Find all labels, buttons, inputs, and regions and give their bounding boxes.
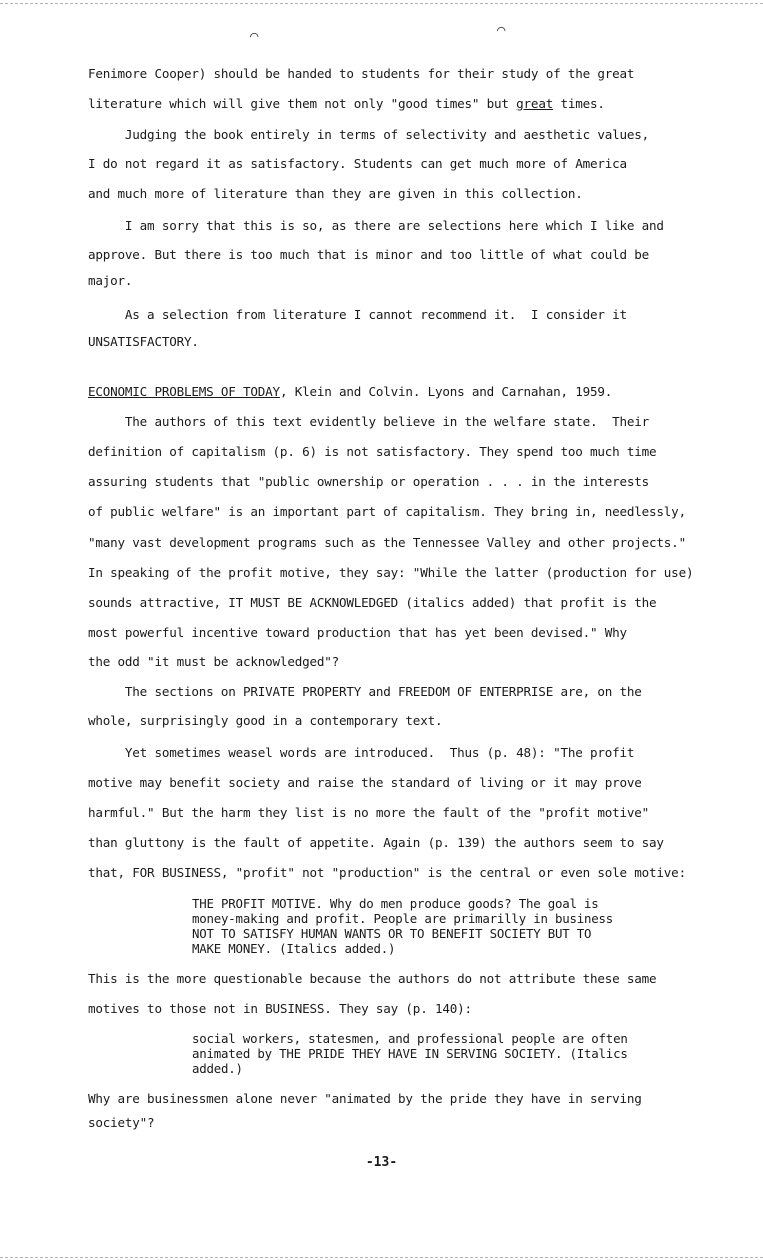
text-line: sounds attractive, IT MUST BE ACKNOWLEDGED (italics added) that profit is the bbox=[88, 595, 657, 610]
text-line: major. bbox=[88, 273, 133, 288]
page-number: -13- bbox=[365, 1155, 398, 1170]
text-line: Yet sometimes weasel words are introduced. Thus (p. 48): "The profit bbox=[88, 745, 635, 760]
text-line: I do not regard it as satisfactory. Students can get much more of America bbox=[88, 156, 627, 171]
text-line: motives to those not in BUSINESS. They say (p. 140): bbox=[88, 1001, 472, 1016]
text-line: that, FOR BUSINESS, "profit" not "production" is the central or even sole motive: bbox=[88, 865, 686, 880]
bottom-edge-rule bbox=[0, 1257, 763, 1258]
text-line: Fenimore Cooper) should be handed to students for their study of the great bbox=[88, 66, 635, 81]
scan-mark: ⌒ bbox=[250, 28, 259, 44]
block-quote-line: THE PROFIT MOTIVE. Why do men produce goods? The goal is bbox=[192, 896, 599, 911]
text-line: assuring students that "public ownership or operation . . . in the interests bbox=[88, 474, 650, 489]
block-quote-line: money-making and profit. People are primarilly in business bbox=[192, 911, 614, 926]
block-quote-line: animated by THE PRIDE THEY HAVE IN SERVING SOCIETY. (Italics bbox=[192, 1046, 628, 1061]
block-quote-line: social workers, statesmen, and professional people are often bbox=[192, 1031, 628, 1046]
text-line: As a selection from literature I cannot recommend it. I consider it bbox=[88, 307, 627, 322]
block-quote-line: added.) bbox=[192, 1061, 243, 1076]
text-line: whole, surprisingly good in a contemporary text. bbox=[88, 713, 443, 728]
block-quote-line: NOT TO SATISFY HUMAN WANTS OR TO BENEFIT SOCIETY BUT TO bbox=[192, 926, 592, 941]
top-edge-rule bbox=[0, 3, 763, 4]
text-line: The sections on PRIVATE PROPERTY and FREEDOM OF ENTERPRISE are, on the bbox=[88, 684, 642, 699]
text-line: UNSATISFACTORY. bbox=[88, 334, 199, 349]
text-line: than gluttony is the fault of appetite. Again (p. 139) the authors seem to say bbox=[88, 835, 664, 850]
text-line: The authors of this text evidently believe in the welfare state. Their bbox=[88, 414, 650, 429]
text-line: literature which will give them not only "good times" but great times. bbox=[88, 96, 605, 111]
scan-mark: ⌒ bbox=[497, 22, 506, 38]
text-line: This is the more questionable because the authors do not attribute these same bbox=[88, 971, 657, 986]
text-line: In speaking of the profit motive, they say: "While the latter (production for use) bbox=[88, 565, 694, 580]
text-line: society"? bbox=[88, 1115, 155, 1130]
block-quote-line: MAKE MONEY. (Italics added.) bbox=[192, 941, 396, 956]
text-line: most powerful incentive toward production that has yet been devised." Why bbox=[88, 625, 627, 640]
text-line: motive may benefit society and raise the standard of living or it may prove bbox=[88, 775, 642, 790]
text-line: Judging the book entirely in terms of selectivity and aesthetic values, bbox=[88, 127, 650, 142]
text-line: "many vast development programs such as the Tennessee Valley and other projects." bbox=[88, 535, 686, 550]
text-line: approve. But there is too much that is minor and too little of what could be bbox=[88, 247, 650, 262]
text-line: I am sorry that this is so, as there are selections here which I like and bbox=[88, 218, 664, 233]
text-line: of public welfare" is an important part of capitalism. They bring in, needlessly, bbox=[88, 504, 686, 519]
text-line: and much more of literature than they are given in this collection. bbox=[88, 186, 583, 201]
text-line: Why are businessmen alone never "animated by the pride they have in serving bbox=[88, 1091, 642, 1106]
section-heading-line: ECONOMIC PROBLEMS OF TODAY, Klein and Colvin. Lyons and Carnahan, 1959. bbox=[88, 384, 613, 399]
text-line: definition of capitalism (p. 6) is not satisfactory. They spend too much time bbox=[88, 444, 657, 459]
text-line: harmful." But the harm they list is no more the fault of the "profit motive" bbox=[88, 805, 650, 820]
text-line: the odd "it must be acknowledged"? bbox=[88, 654, 339, 669]
